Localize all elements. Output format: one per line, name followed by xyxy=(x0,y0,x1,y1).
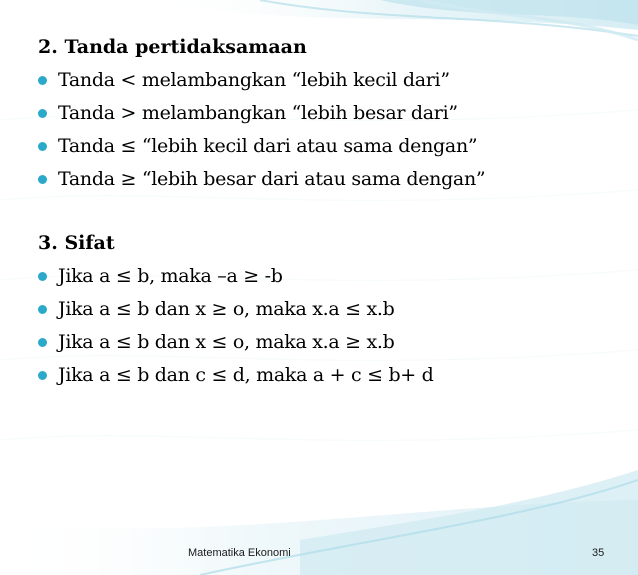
list-item xyxy=(38,130,628,163)
list-item xyxy=(38,359,628,392)
list-item xyxy=(38,293,628,326)
sifat-bullet-list xyxy=(38,260,628,392)
bullet-dot-icon xyxy=(38,76,47,85)
list-item xyxy=(38,64,628,97)
footer-title: Matematika Ekonomi xyxy=(188,547,291,559)
list-item-text: Jika a ≤ b dan x ≥ o, maka x.a ≤ x.b xyxy=(58,298,395,320)
bullet-dot-icon xyxy=(38,272,47,281)
list-item-text: Tanda > melambangkan “lebih besar dari” xyxy=(58,102,458,124)
list-item xyxy=(38,163,628,196)
list-item-text: Tanda ≤ “lebih kecil dari atau sama dengan” xyxy=(58,135,478,157)
section-heading-sifat: 3. Sifat xyxy=(38,232,115,254)
list-item-text: Jika a ≤ b dan c ≤ d, maka a + c ≤ b+ d xyxy=(58,364,434,386)
list-item xyxy=(38,97,628,130)
list-item xyxy=(38,326,628,359)
page-number: 35 xyxy=(592,547,605,559)
list-item-text: Jika a ≤ b, maka –a ≥ -b xyxy=(58,265,283,287)
bullet-dot-icon xyxy=(38,175,47,184)
bullet-dot-icon xyxy=(38,338,47,347)
section-heading-tanda: 2. Tanda pertidaksamaan xyxy=(38,36,307,58)
bullet-dot-icon xyxy=(38,142,47,151)
tanda-bullet-list xyxy=(38,64,628,196)
bullet-dot-icon xyxy=(38,371,47,380)
bullet-dot-icon xyxy=(38,109,47,118)
list-item xyxy=(38,260,628,293)
list-item-text: Tanda ≥ “lebih besar dari atau sama dengan” xyxy=(58,168,486,190)
list-item-text: Tanda < melambangkan “lebih kecil dari” xyxy=(58,69,450,91)
list-item-text: Jika a ≤ b dan x ≤ o, maka x.a ≥ x.b xyxy=(58,331,395,353)
bullet-dot-icon xyxy=(38,305,47,314)
slide-content xyxy=(38,30,628,392)
